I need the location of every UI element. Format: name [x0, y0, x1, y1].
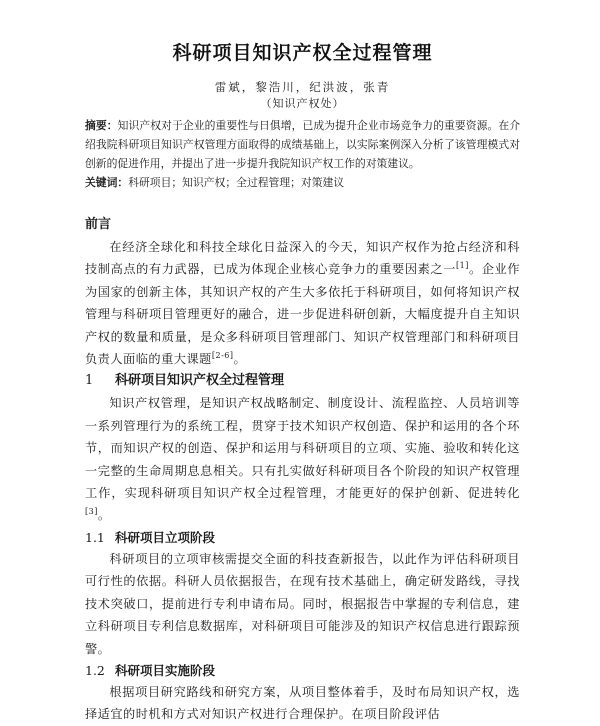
section-1-2-number: 1.2: [85, 662, 105, 678]
keywords-label: 关键词：: [85, 176, 129, 189]
preface-text-end: 。: [233, 352, 247, 367]
abstract-text: 知识产权对于企业的重要性与日俱增，已成为提升企业市场竞争力的重要资源。在介绍我院科研项目知识产权管理方面取得的成绩基础上，以实际案例深入分析了该管理模式对创新的促进作用，并提出了进一步提升我院知识产权工作的对策建议。: [85, 119, 521, 170]
affiliation: （知识产权处）: [260, 97, 345, 110]
citation-1: [1]: [456, 261, 469, 271]
section-1-text-end: 。: [97, 508, 111, 523]
section-1-1-number: 1.1: [85, 529, 105, 545]
section-1-1-title: 科研项目立项阶段: [115, 529, 216, 545]
section-1-1-heading: [85, 527, 520, 548]
section-1-text: 知识产权管理，是知识产权战略制定、制度设计、流程监控、人员培训等一系列管理行为的系统工程，贯穿于技术知识产权创造、保护和运用的各个环节，而知识产权的创造、保护和运用与科研项目的立项、实施、验收和转化这一完整的生命周期息息相关。只有扎实做好科研项目各个阶段的知识产权管理工作，实现科研项目知识产权全过程管理，才能更好的保护创新、促进转化: [85, 396, 520, 501]
section-1-1-paragraph: 科研项目的立项审核需提交全面的科技查新报告，以此作为评估科研项目可行性的依据。科研人员依据报告，在现有技术基础上，确定研发路线，寻找技术突破口，提前进行专利申请布局。同时，根据报告中掌握的专利信息，建立科研项目专利信息数据库，对科研项目可能涉及的知识产权信息进行跟踪预警。: [85, 551, 520, 656]
section-1-number: 1: [85, 373, 94, 389]
preface-text-2: 。企业作为国家的创新主体，其知识产权的产生大多依托于科研项目，如何将知识产权管理与科研项目管理更好的融合，进一步促进科研创新，大幅度提升自主知识产权的数量和质量，是众多科研项目管理部门、知识产权管理部门和科研项目负责人面临的重大课题: [85, 262, 521, 367]
preface-paragraph: [85, 236, 520, 370]
section-1-title: 科研项目知识产权全过程管理: [115, 373, 285, 389]
preface-text-1: 在经济全球化和科技全球化日益深入的今天，知识产权作为抢占经济和科技制高点的有力武器，已成为体现企业核心竞争力的重要因素之一: [85, 240, 520, 277]
section-1-heading: [85, 370, 520, 392]
abstract-label: 摘要：: [85, 119, 118, 132]
citation-3: [3]: [85, 507, 98, 517]
preface-heading: 前言: [85, 217, 112, 232]
keywords: [85, 173, 520, 192]
keywords-text: 科研项目；知识产权；全过程管理；对策建议: [128, 176, 345, 189]
section-1-2-title: 科研项目实施阶段: [115, 662, 216, 678]
authors: 雷斌，黎浩川，纪洪波，张青: [214, 80, 391, 94]
paper-title: 科研项目知识产权全过程管理: [172, 42, 433, 64]
abstract: [85, 116, 520, 173]
section-1-2-heading: [85, 660, 520, 681]
section-1-paragraph: [85, 392, 520, 526]
section-1-2-paragraph: 根据项目研究路线和研究方案，从项目整体着手，及时布局知识产权，选择适宜的时机和方式对知识产权进行合理保护。在项目阶段评估: [85, 684, 520, 722]
citation-2-6: [2-6]: [211, 350, 234, 360]
